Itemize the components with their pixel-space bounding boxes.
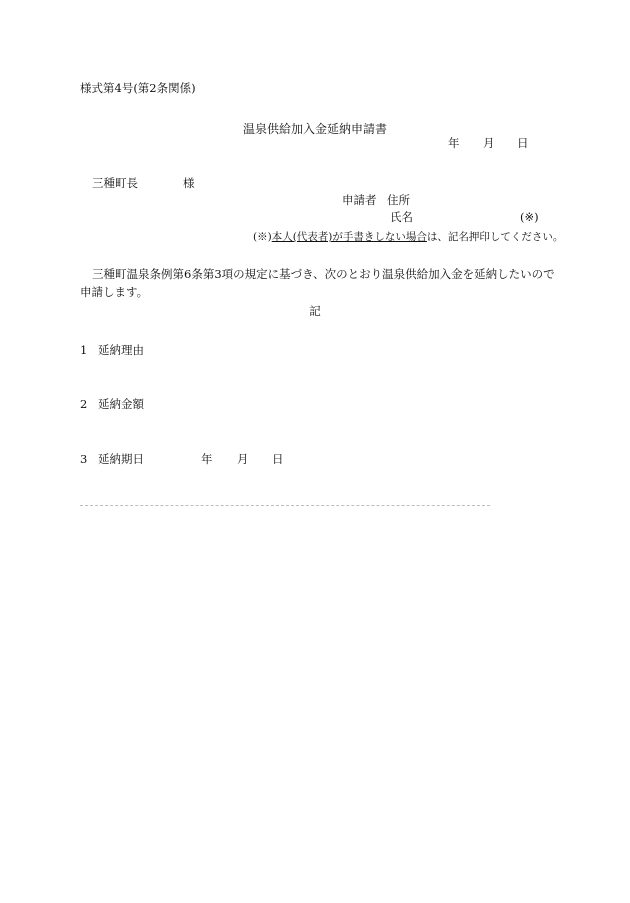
seal-mark: (※) [520,210,539,224]
date-year-label: 年 [448,136,460,150]
ki-heading: 記 [309,304,321,318]
item-date-year-label: 年 [201,452,213,466]
addressee-name: 三種町長 [92,176,138,190]
item-deferral-amount [80,398,144,412]
date-month-label: 月 [483,136,495,150]
item-date-day-label: 日 [272,452,284,466]
document-title: 温泉供給加入金延納申請書 [242,122,387,136]
item-label: 延納理由 [98,343,144,357]
item-number: 1 [80,343,88,357]
name-label: 氏名 [390,210,413,224]
signature-note [253,231,563,244]
item-deferral-date [80,453,144,467]
note-prefix: (※) [253,231,272,243]
divider-line [80,505,490,506]
addressee-honorific: 様 [183,176,195,190]
item-deferral-reason [80,344,144,358]
item-number: 3 [80,452,88,466]
applicant-label: 申請者 [342,193,377,207]
item-label: 延納金額 [98,397,144,411]
note-underlined: 本人(代表者)が手書きしない場合 [271,231,427,243]
item-label: 延納期日 [98,452,144,466]
item-date-month-label: 月 [237,452,249,466]
body-text: 三種町温泉条例第6条第3項の規定に基づき、次のとおり温泉供給加入金を延納したいので申請します。 [80,267,555,299]
date-day-label: 日 [517,136,529,150]
address-label: 住所 [387,193,410,207]
item-number: 2 [80,397,88,411]
note-suffix: は、記名押印してください。 [426,231,564,243]
form-number: 様式第4号(第2条関係) [80,81,196,95]
